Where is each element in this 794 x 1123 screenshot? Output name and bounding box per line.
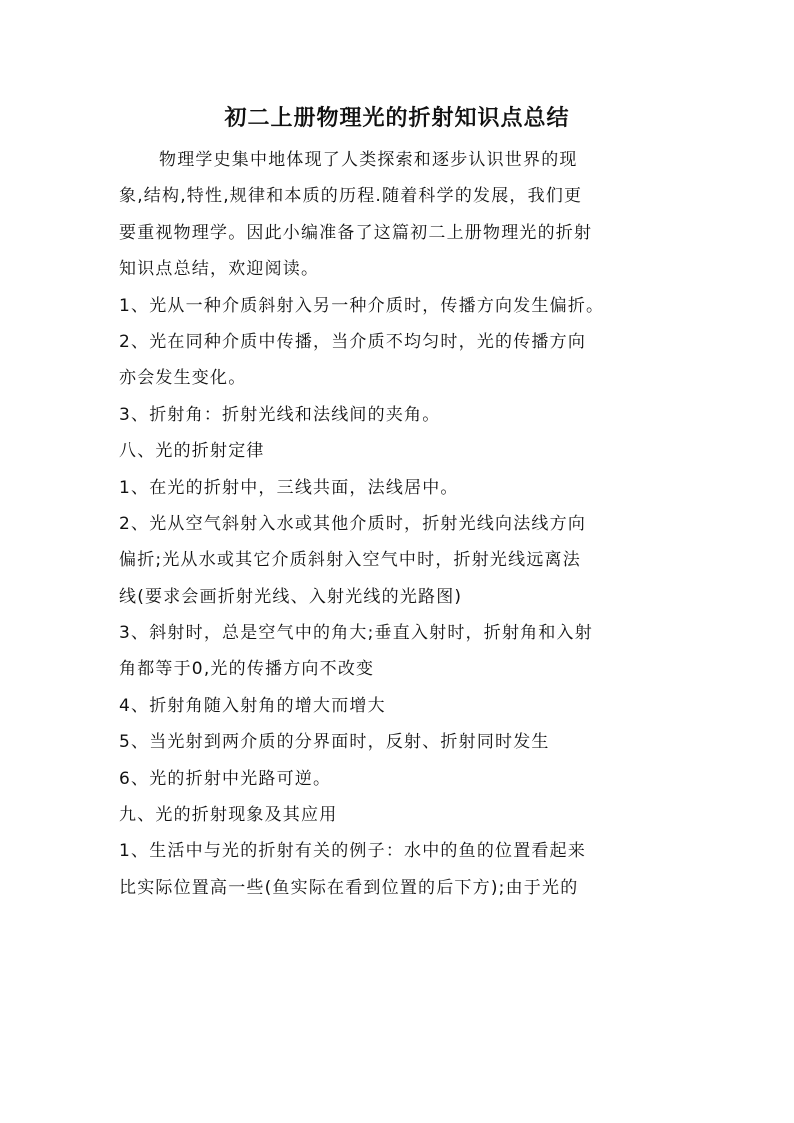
intro-paragraph-line: 知识点总结，欢迎阅读。: [119, 259, 320, 280]
list-item-continuation: 角都等于0,光的传播方向不改变: [119, 659, 375, 680]
list-item: 4、折射角随入射角的增大而增大: [119, 695, 386, 716]
list-item-continuation: 偏折;光从水或其它介质斜射入空气中时，折射光线远离法: [119, 550, 581, 571]
intro-paragraph-line: 物理学史集中地体现了人类探索和逐步认识世界的现: [159, 150, 578, 170]
list-item: 2、光在同种介质中传播，当介质不均匀时，光的传播方向: [119, 331, 587, 352]
section-heading: 九、光的折射现象及其应用: [119, 805, 338, 826]
list-item: 5、当光射到两介质的分界面时，反射、折射同时发生: [119, 732, 550, 753]
list-item: 3、折射角：折射光线和法线间的夹角。: [119, 404, 441, 425]
section-heading: 八、光的折射定律: [119, 441, 265, 462]
list-item-continuation: 亦会发生变化。: [119, 368, 247, 389]
list-item: 3、斜射时，总是空气中的角大;垂直入射时，折射角和入射: [119, 623, 593, 644]
list-item-continuation: 线(要求会画折射光线、入射光线的光路图): [119, 586, 463, 607]
list-item: 1、光从一种介质斜射入另一种介质时，传播方向发生偏折。: [119, 295, 605, 316]
list-item-continuation: 比实际位置高一些(鱼实际在看到位置的后下方);由于光的: [119, 877, 579, 898]
list-item: 2、光从空气斜射入水或其他介质时，折射光线向法线方向: [119, 513, 587, 534]
list-item: 6、光的折射中光路可逆。: [119, 768, 332, 789]
document-title: 初二上册物理光的折射知识点总结: [224, 105, 570, 131]
document-body: [119, 142, 679, 906]
intro-paragraph-line: 要重视物理学。因此小编准备了这篇初二上册物理光的折射: [119, 222, 593, 243]
intro-paragraph-line: 象,结构,特性,规律和本质的历程.随着科学的发展，我们更: [119, 186, 583, 207]
list-item: 1、生活中与光的折射有关的例子：水中的鱼的位置看起来: [119, 841, 587, 862]
list-item: 1、在光的折射中，三线共面，法线居中。: [119, 477, 459, 498]
